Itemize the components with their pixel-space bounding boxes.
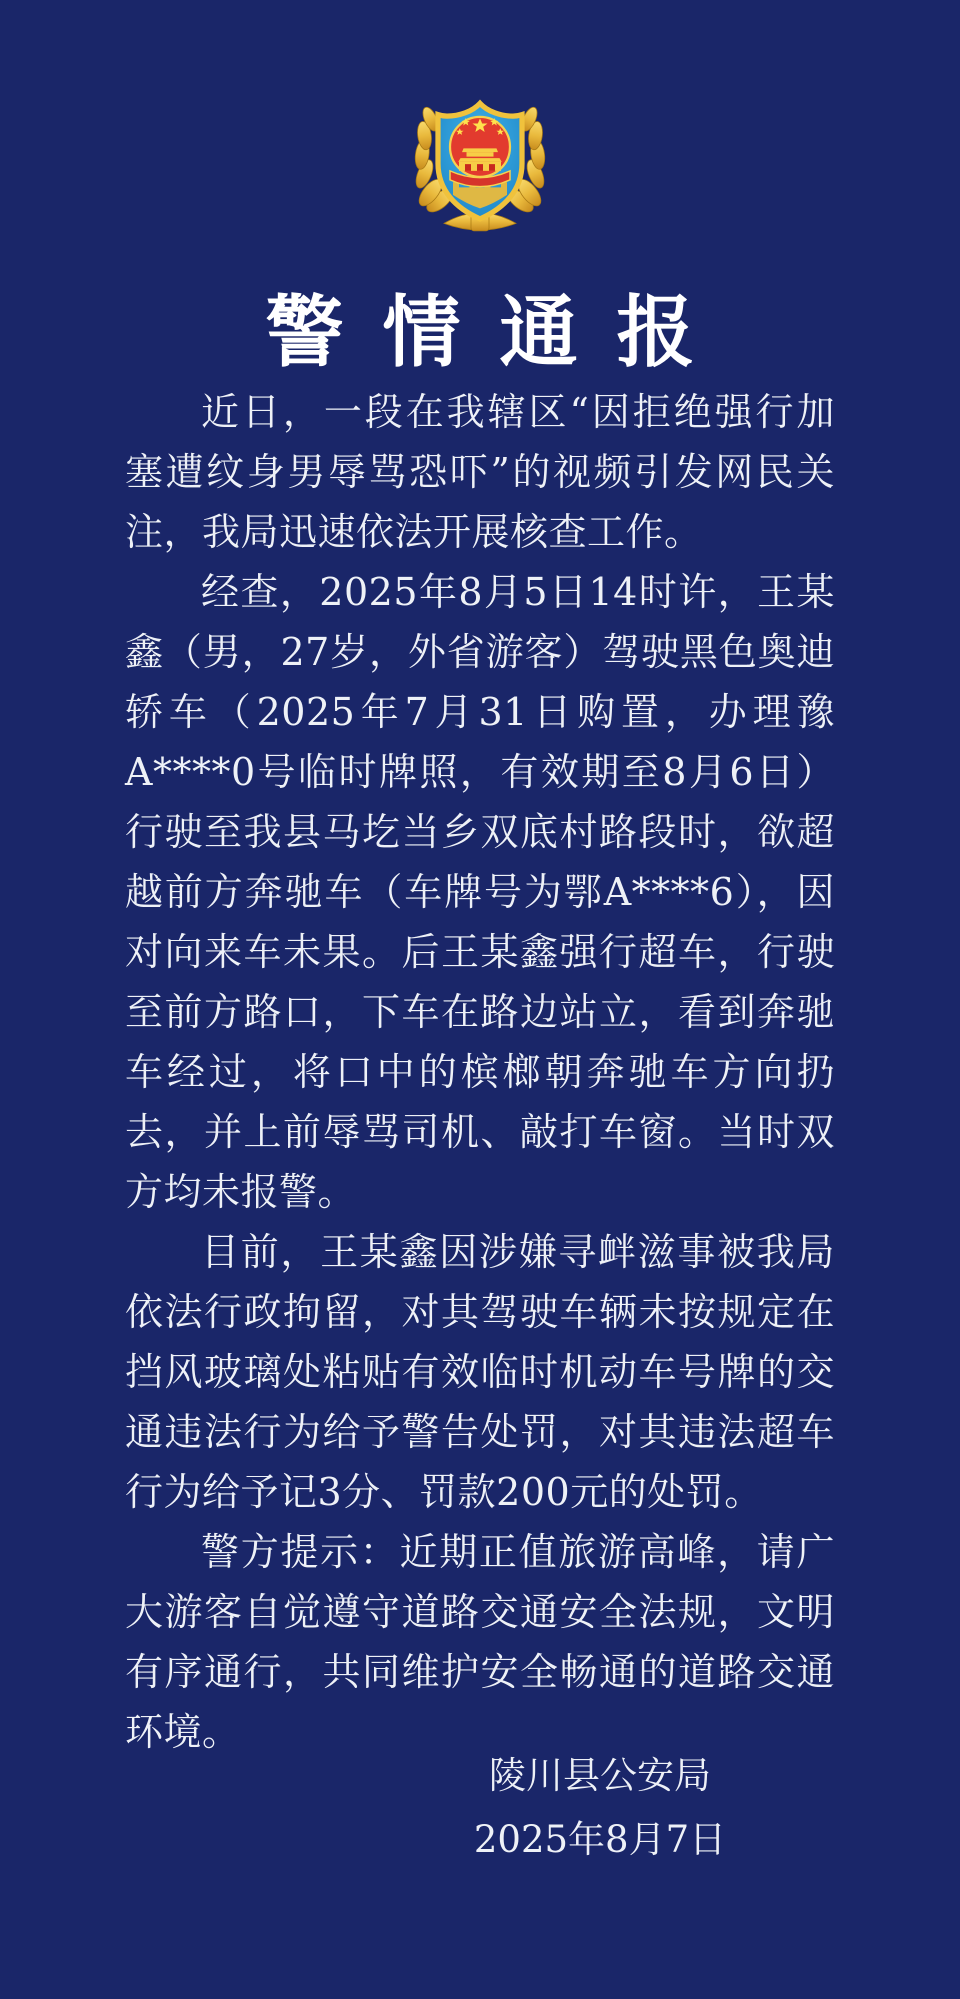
notice-paragraph: 警方提示：近期正值旅游高峰，请广大游客自觉遵守道路交通安全法规，文明有序通行，共同维护安全畅通的道路交通环境。 (125, 1530, 835, 1754)
notice-body (125, 382, 835, 1762)
signature-block (0, 1744, 960, 1872)
notice-date: 2025年8月7日 (473, 1818, 727, 1861)
notice-title: 警情通报 (265, 287, 734, 378)
notice-paragraph: 近日，一段在我辖区“因拒绝强行加塞遭纹身男辱骂恐吓”的视频引发网民关注，我局迅速依法开展核查工作。 (125, 390, 835, 554)
notice-paragraph: 目前，王某鑫因涉嫌寻衅滋事被我局依法行政拘留，对其驾驶车辆未按规定在挡风玻璃处粘贴有效临时机动车号牌的交通违法行为给予警告处罚，对其违法超车行为给予记3分、罚款200元的处罚。 (125, 1230, 835, 1514)
issuing-authority: 陵川县公安局 (489, 1754, 711, 1797)
police-badge-emblem (405, 76, 555, 238)
police-emblem-icon (405, 76, 555, 238)
notice-paragraph: 经查，2025年8月5日14时许，王某鑫（男，27岁，外省游客）驾驶黑色奥迪轿车（2025年7月31日购置，办理豫A****0号临时牌照，有效期至8月6日）行驶至我县马圪当乡双底村路段时，欲超越前方奔驰车（车牌号为鄂A****6），因对向来车未果。后王某鑫强行超车，行驶至前方路口，下车在路边站立，看到奔驰车经过，将口中的槟榔朝奔驰车方向扔去，并上前辱骂司机、敲打车窗。当时双方均未报警。 (125, 570, 835, 1214)
gate-doors-icon (465, 164, 495, 171)
